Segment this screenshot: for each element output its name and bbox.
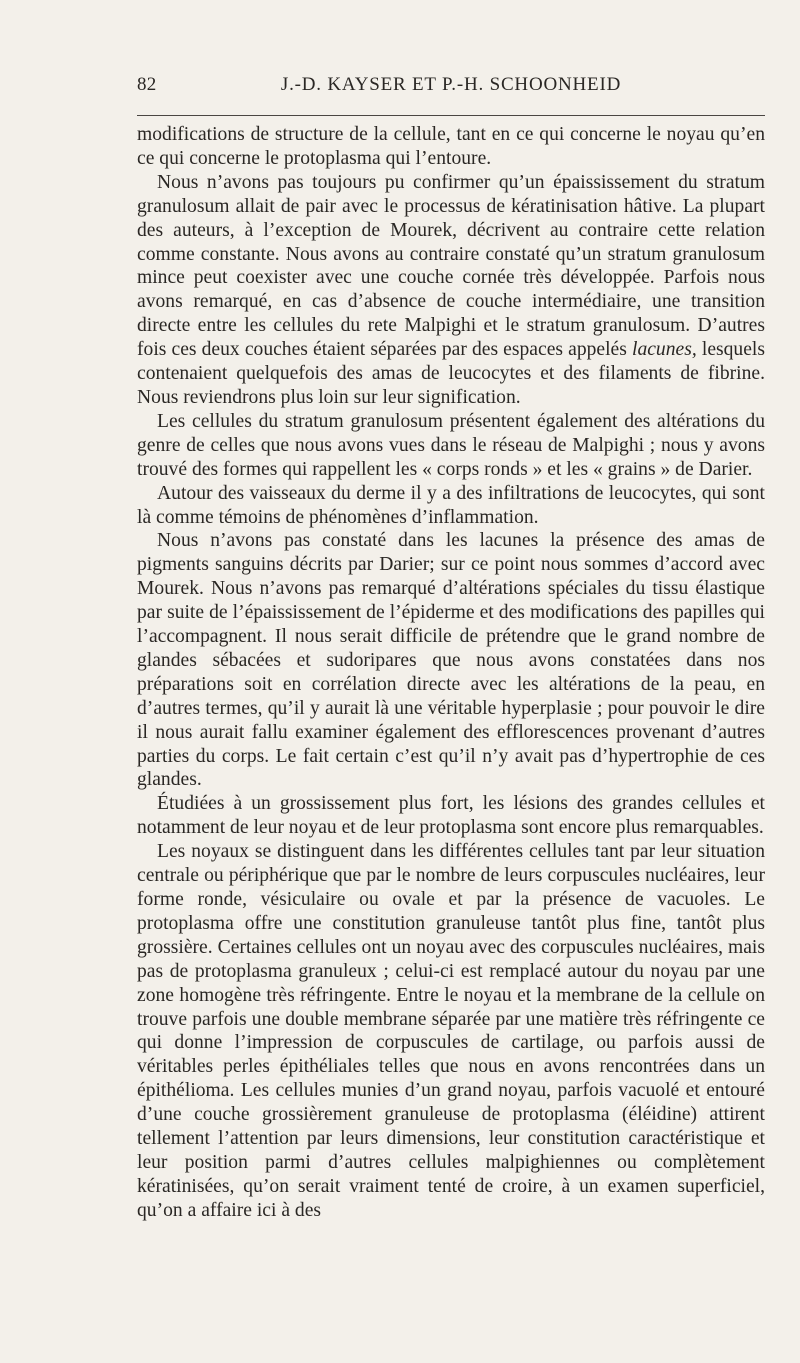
paragraph-text: Étudiées à un grossissement plus fort, les lésions des grandes cellules et notamment de leur noyau et de leur protoplasma sont encore plus remarquables.	[137, 793, 765, 839]
running-head: J.-D. KAYSER ET P.-H. SCHOONHEID	[280, 74, 622, 95]
paragraph	[137, 840, 765, 1223]
paragraph	[137, 482, 765, 530]
italic-term: lacunes,	[632, 339, 697, 361]
paragraph-text: Les cellules du stratum granulosum présentent également des altérations du genre de celles que nous avons vues dans le réseau de Malpighi ; nous y avons trouvé des formes qui rappellent les « corps ronds » et les « grains » de Darier.	[137, 410, 765, 480]
header-rule	[137, 115, 765, 116]
paragraph	[137, 410, 765, 482]
paragraph	[137, 792, 765, 840]
paragraph-text: Nous n’avons pas constaté dans les lacunes la présence des amas de pigments sanguins décrits par Darier; sur ce point nous sommes d’accord avec Mourek. Nous n’avons pas remarqué d’altérations spéciales du tissu élastique par suite de l’épaississement de l’épiderme et des modifications des papilles qui l’accompagnent. Il nous serait difficile de prétendre que le grand nombre de glandes sébacées et sudoripares que nous avons constatées dans nos préparations soit en corrélation directe avec les altérations de la peau, en d’autres termes, qu’il y aurait là une véritable hyperplasie ; pour pouvoir le dire il nous aurait fallu examiner également des efflorescences provenant d’autres parties du corps. Le fait certain c’est qu’il n’y avait pas d’hypertrophie de ces glandes.	[137, 530, 765, 791]
page-number: 82	[137, 74, 157, 95]
paragraph-text: modifications de structure de la cellule, tant en ce qui concerne le noyau qu’en ce qui concerne le protoplasma qui l’entoure.	[137, 124, 765, 169]
paragraph-text: Autour des vaisseaux du derme il y a des infiltrations de leucocytes, qui sont là comme témoins de phénomènes d’inflammation.	[137, 482, 765, 528]
page-header	[137, 74, 765, 104]
paragraph-text: Les noyaux se distinguent dans les différentes cellules tant par leur situation centrale ou périphérique que par le nombre de leurs corpuscules nucléaires, leur forme ronde, vésiculaire ou ovale et par la présence de vacuoles. Le protoplasma offre une constitution granuleuse tantôt plus fine, tantôt plus grossière. Certaines cellules ont un noyau avec des corpuscules nucléaires, mais pas de protoplasma granuleux ; celui-ci est remplacé autour du noyau par une zone homogène très réfringente. Entre le noyau et la membrane de la cellule on trouve parfois une double membrane séparée par une matière très réfringente ce qui donne l’impression de corpuscules de cartilage, ou parfois aussi de véritables perles épithéliales telles que nous en avons rencontrées dans un épithélioma. Les cellules munies d’un grand noyau, parfois vacuolé et entouré d’une couche grossièrement granuleuse de protoplasma (éléidine) attirent tellement l’attention par leurs dimensions, leur constitution caractéristique et leur position parmi d’autres cellules malpighiennes ou complètement kératinisées, qu’on serait vraiment tenté de croire, à un examen superficiel, qu’on a affaire ici à des	[137, 841, 765, 1221]
paragraph	[137, 171, 765, 410]
paragraph-text: lesquels contenaient quelquefois des amas de leucocytes et des filaments de fibrine. Nous reviendrons plus loin sur leur signification.	[137, 339, 765, 408]
body-text	[137, 123, 765, 1223]
paragraph	[137, 529, 765, 792]
paragraph-text: Nous n’avons pas toujours pu confirmer qu’un épaississement du stratum granulosum allait de pair avec le processus de kératinisation hâtive. La plupart des auteurs, à l’exception de Mourek, décrivent au contraire cette relation comme constante. Nous avons au contraire constaté qu’un stratum granulosum mince peut coexister avec une couche cornée très développée. Parfois nous avons remarqué, en cas d’absence de couche intermédiaire, une transition directe entre les cellules du rete Malpighi et le stratum granulosum. D’autres fois ces deux couches étaient séparées par des espaces appelés	[137, 171, 765, 361]
paragraph	[137, 123, 765, 171]
